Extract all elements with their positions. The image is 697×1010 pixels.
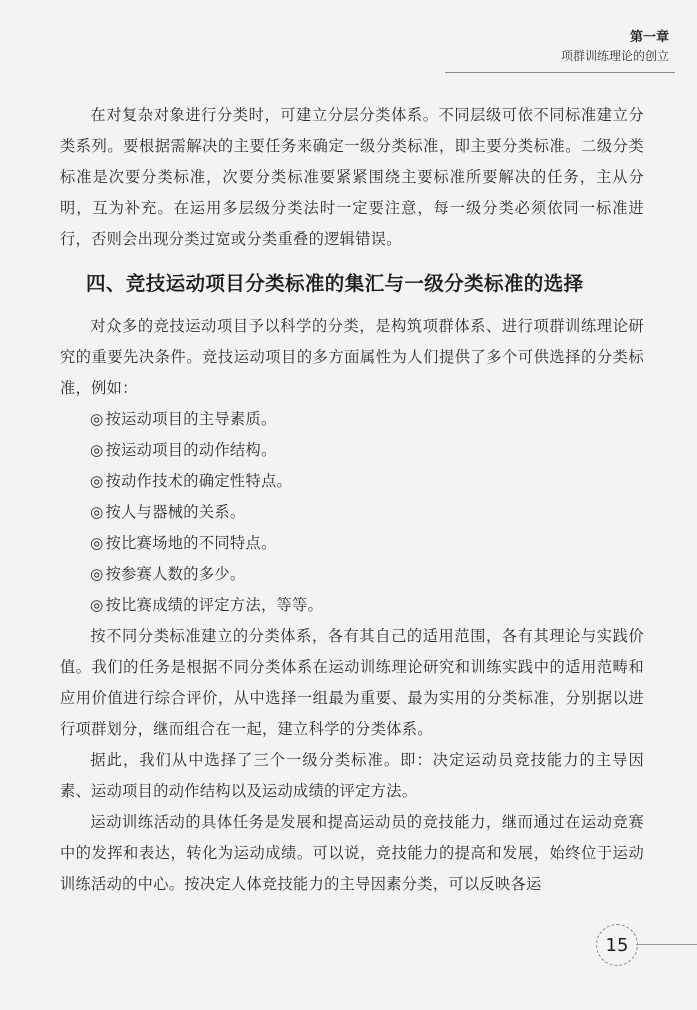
list-item xyxy=(90,590,644,621)
page-number: 15 xyxy=(596,924,638,966)
list-item xyxy=(90,559,644,590)
list-item-text: 按运动项目的动作结构。 xyxy=(105,441,277,459)
bullet-mark-icon: ◎ xyxy=(90,565,104,583)
bullet-mark-icon: ◎ xyxy=(90,472,104,490)
list-item-text: 按人与器械的关系。 xyxy=(105,503,246,521)
page-body xyxy=(60,100,644,900)
paragraph-5: 运动训练活动的具体任务是发展和提高运动员的竞技能力，继而通过在运动竞赛中的发挥和表达，转化为运动成绩。可以说，竞技能力的提高和发展，始终位于运动训练活动的中心。按决定人体竞技能力的主导因素分类，可以反映各运 xyxy=(60,813,644,893)
header-rule xyxy=(445,72,675,73)
list-item xyxy=(90,497,644,528)
list-item-text: 按运动项目的主导素质。 xyxy=(105,410,277,428)
bullet-mark-icon: ◎ xyxy=(90,410,104,428)
running-head xyxy=(561,30,669,64)
chapter-subtitle: 项群训练理论的创立 xyxy=(560,49,669,63)
section-heading: 四、竞技运动项目分类标准的集汇与一级分类标准的选择 xyxy=(86,272,584,295)
chapter-label: 第一章 xyxy=(629,30,669,45)
list-item xyxy=(90,528,644,559)
list-item xyxy=(90,404,644,435)
list-item-text: 按动作技术的确定性特点。 xyxy=(105,472,293,490)
bullet-mark-icon: ◎ xyxy=(90,534,104,552)
list-item xyxy=(90,435,644,466)
paragraph-1: 在对复杂对象进行分类时，可建立分层分类体系。不同层级可依不同标准建立分类系列。要根据需解决的主要任务来确定一级分类标准，即主要分类标准。二级分类标准是次要分类标准，次要分类标准要紧紧围绕主要标准所要解决的任务，主从分明，互为补充。在运用多层级分类法时一定要注意，每一级分类必须依同一标准进行，否则会出现分类过宽或分类重叠的逻辑错误。 xyxy=(60,106,644,248)
bullet-mark-icon: ◎ xyxy=(90,596,104,614)
criteria-list xyxy=(60,404,644,621)
bullet-mark-icon: ◎ xyxy=(90,503,104,521)
list-item-text: 按参赛人数的多少。 xyxy=(105,565,246,583)
list-item xyxy=(90,466,644,497)
paragraph-2: 对众多的竞技运动项目予以科学的分类，是构筑项群体系、进行项群训练理论研究的重要先决条件。竞技运动项目的多方面属性为人们提供了多个可供选择的分类标准，例如： xyxy=(60,317,644,397)
paragraph-4: 据此，我们从中选择了三个一级分类标准。即：决定运动员竞技能力的主导因素、运动项目的动作结构以及运动成绩的评定方法。 xyxy=(60,751,644,800)
paragraph-3: 按不同分类标准建立的分类体系，各有其自己的适用范围，各有其理论与实践价值。我们的任务是根据不同分类体系在运动训练理论研究和训练实践中的适用范畴和应用价值进行综合评价，从中选择一组最为重要、最为实用的分类标准，分别据以进行项群划分，继而组合在一起，建立科学的分类体系。 xyxy=(60,627,644,738)
list-item-text: 按比赛场地的不同特点。 xyxy=(105,534,277,552)
footer-rule xyxy=(636,944,697,945)
list-item-text: 按比赛成绩的评定方法，等等。 xyxy=(105,596,324,614)
bullet-mark-icon: ◎ xyxy=(90,441,104,459)
